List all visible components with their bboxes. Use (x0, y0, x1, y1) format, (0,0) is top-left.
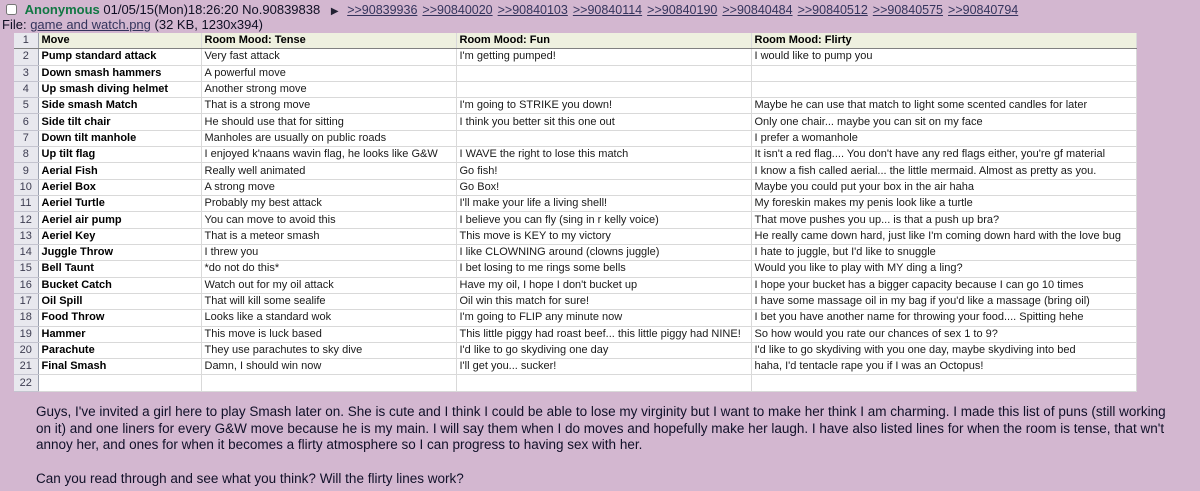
row-number: 12 (14, 212, 38, 228)
row-number: 19 (14, 326, 38, 342)
cell-tense: Probably my best attack (201, 196, 456, 212)
sheet-row (14, 98, 1136, 114)
cell-fun: I'd like to go skydiving one day (456, 342, 751, 358)
row-number: 8 (14, 147, 38, 163)
file-name-link[interactable]: game and watch.png (30, 17, 151, 32)
cell-move: Parachute (38, 342, 201, 358)
cell-flirty (751, 81, 1136, 97)
cell-fun (456, 65, 751, 81)
row-number: 1 (14, 33, 38, 49)
cell-move: Aeriel air pump (38, 212, 201, 228)
row-number: 22 (14, 375, 38, 392)
cell-flirty: That move pushes you up... is that a push up bra? (751, 212, 1136, 228)
cell-move: Aeriel Box (38, 179, 201, 195)
cell-flirty: I'd like to go skydiving with you one day, maybe skydiving into bed (751, 342, 1136, 358)
cell-tense: Really well animated (201, 163, 456, 179)
cell-move: Aeriel Key (38, 228, 201, 244)
row-number: 5 (14, 98, 38, 114)
cell-fun: This little piggy had roast beef... this little piggy had NINE! (456, 326, 751, 342)
row-number: 14 (14, 244, 38, 260)
cell-fun: I think you better sit this one out (456, 114, 751, 130)
cell-fun: Go Box! (456, 179, 751, 195)
sheet-row (14, 130, 1136, 146)
column-header: Room Mood: Tense (201, 33, 456, 49)
row-number: 15 (14, 261, 38, 277)
cell-flirty: My foreskin makes my penis look like a turtle (751, 196, 1136, 212)
cell-fun: I'll get you... sucker! (456, 359, 751, 375)
spreadsheet-body (14, 33, 1136, 392)
cell-flirty: It isn't a red flag.... You don't have any red flags either, you're gf material (751, 147, 1136, 163)
cell-flirty: Only one chair... maybe you can sit on my face (751, 114, 1136, 130)
cell-move: Final Smash (38, 359, 201, 375)
cell-move: Bucket Catch (38, 277, 201, 293)
cell-tense: Another strong move (201, 81, 456, 97)
sheet-row (14, 277, 1136, 293)
sheet-row (14, 359, 1136, 375)
cell-move: Juggle Throw (38, 244, 201, 260)
cell-tense: A strong move (201, 179, 456, 195)
cell-move: Oil Spill (38, 293, 201, 309)
cell-move: Pump standard attack (38, 49, 201, 65)
backlink[interactable]: >>90839936 (347, 3, 418, 17)
sheet-row (14, 326, 1136, 342)
backlink[interactable]: >>90840512 (797, 3, 868, 17)
file-label: File: (2, 17, 27, 32)
column-header: Room Mood: Fun (456, 33, 751, 49)
cell-tense: Manholes are usually on public roads (201, 130, 456, 146)
sheet-row (14, 196, 1136, 212)
sheet-row (14, 212, 1136, 228)
cell-fun: I'll make your life a living shell! (456, 196, 751, 212)
cell-flirty: I hope your bucket has a bigger capacity because I can go 10 times (751, 277, 1136, 293)
cell-fun: I'm going to FLIP any minute now (456, 310, 751, 326)
cell-tense: I enjoyed k'naans wavin flag, he looks like G&W (201, 147, 456, 163)
cell-fun: Go fish! (456, 163, 751, 179)
cell-move: Up smash diving helmet (38, 81, 201, 97)
cell-tense: He should use that for sitting (201, 114, 456, 130)
cell-move: Side smash Match (38, 98, 201, 114)
spreadsheet-image[interactable] (14, 33, 1136, 392)
row-number: 7 (14, 130, 38, 146)
cell-flirty: haha, I'd tentacle rape you if I was an Octopus! (751, 359, 1136, 375)
comment-paragraph-2: Can you read through and see what you think? Will the flirty lines work? (36, 470, 464, 486)
cell-tense: That is a meteor smash (201, 228, 456, 244)
row-number: 13 (14, 228, 38, 244)
cell-flirty (751, 375, 1136, 392)
row-number: 11 (14, 196, 38, 212)
backlink[interactable]: >>90840020 (422, 3, 493, 17)
row-number: 10 (14, 179, 38, 195)
cell-fun: I like CLOWNING around (clowns juggle) (456, 244, 751, 260)
cell-move: Food Throw (38, 310, 201, 326)
cell-tense: You can move to avoid this (201, 212, 456, 228)
cell-move: Down smash hammers (38, 65, 201, 81)
cell-fun: I believe you can fly (sing in r kelly voice) (456, 212, 751, 228)
cell-flirty: Would you like to play with MY ding a ling? (751, 261, 1136, 277)
cell-fun (456, 130, 751, 146)
poster-name: Anonymous (24, 2, 100, 17)
sheet-row (14, 114, 1136, 130)
backlink[interactable]: >>90840794 (948, 3, 1019, 17)
cell-move: Hammer (38, 326, 201, 342)
row-number: 16 (14, 277, 38, 293)
sheet-row (14, 310, 1136, 326)
sheet-row (14, 375, 1136, 392)
cell-fun: This move is KEY to my victory (456, 228, 751, 244)
sheet-row (14, 261, 1136, 277)
backlink[interactable]: >>90840484 (722, 3, 793, 17)
backlink[interactable]: >>90840190 (647, 3, 718, 17)
cell-tense: That is a strong move (201, 98, 456, 114)
sheet-row (14, 163, 1136, 179)
cell-tense: Watch out for my oil attack (201, 277, 456, 293)
cell-move: Up tilt flag (38, 147, 201, 163)
sheet-row (14, 293, 1136, 309)
cell-fun: Oil win this match for sure! (456, 293, 751, 309)
cell-move (38, 375, 201, 392)
backlink[interactable]: >>90840575 (872, 3, 944, 17)
cell-flirty: Maybe he can use that match to light some scented candles for later (751, 98, 1136, 114)
row-number: 9 (14, 163, 38, 179)
cell-move: Down tilt manhole (38, 130, 201, 146)
sheet-row (14, 228, 1136, 244)
backlinks (347, 2, 1023, 17)
cell-tense: A powerful move (201, 65, 456, 81)
comment-paragraph-1: Guys, I've invited a girl here to play Smash later on. She is cute and I think I could be able to lose my virginity but I want to make her think I am charming. I made this list of puns (still working on it) and one liners for every G&W move because he is my main. I will say them when I do moves and hopefully make her laugh. I have also listed lines for when the room is tense, that wn't annoy her, and ones for when it becomes a flirty atmosphere so I can progress to having sex with her. (36, 404, 1166, 452)
row-number: 6 (14, 114, 38, 130)
row-number: 20 (14, 342, 38, 358)
reply-arrow-icon: ▶ (330, 6, 339, 17)
cell-fun: I'm going to STRIKE you down! (456, 98, 751, 114)
column-header: Move (38, 33, 201, 49)
post-checkbox[interactable] (6, 4, 17, 15)
row-number: 18 (14, 310, 38, 326)
backlink[interactable]: >>90840114 (572, 3, 643, 17)
cell-move: Aerial Fish (38, 163, 201, 179)
cell-fun (456, 81, 751, 97)
sheet-row (14, 147, 1136, 163)
sheet-row (14, 244, 1136, 260)
cell-fun: Have my oil, I hope I don't bucket up (456, 277, 751, 293)
cell-flirty: Maybe you could put your box in the air haha (751, 179, 1136, 195)
spreadsheet-table (14, 33, 1137, 392)
cell-move: Aeriel Turtle (38, 196, 201, 212)
sheet-row (14, 179, 1136, 195)
cell-fun: I WAVE the right to lose this match (456, 147, 751, 163)
sheet-row (14, 49, 1136, 65)
cell-move: Bell Taunt (38, 261, 201, 277)
file-meta: (32 KB, 1230x394) (154, 17, 263, 32)
post-datetime: 01/05/15(Mon)18:26:20 (103, 2, 239, 17)
post-comment (36, 404, 1168, 487)
cell-tense (201, 375, 456, 392)
backlink[interactable]: >>90840103 (497, 3, 568, 17)
cell-tense: Very fast attack (201, 49, 456, 65)
sheet-row (14, 81, 1136, 97)
cell-tense: They use parachutes to sky dive (201, 342, 456, 358)
cell-tense: *do not do this* (201, 261, 456, 277)
post-number[interactable]: No.90839838 (242, 2, 321, 17)
cell-flirty: I hate to juggle, but I'd like to snuggle (751, 244, 1136, 260)
row-number: 17 (14, 293, 38, 309)
cell-tense: Damn, I should win now (201, 359, 456, 375)
cell-flirty: I bet you have another name for throwing your food.... Spitting hehe (751, 310, 1136, 326)
column-header: Room Mood: Flirty (751, 33, 1136, 49)
cell-flirty: I know a fish called aerial... the little mermaid. Almost as pretty as you. (751, 163, 1136, 179)
cell-tense: Looks like a standard wok (201, 310, 456, 326)
row-number: 2 (14, 49, 38, 65)
cell-tense: This move is luck based (201, 326, 456, 342)
row-number: 21 (14, 359, 38, 375)
cell-flirty: I would like to pump you (751, 49, 1136, 65)
cell-flirty: I have some massage oil in my bag if you'd like a massage (bring oil) (751, 293, 1136, 309)
cell-fun: I'm getting pumped! (456, 49, 751, 65)
sheet-header-row (14, 33, 1136, 49)
cell-flirty: So how would you rate our chances of sex 1 to 9? (751, 326, 1136, 342)
sheet-row (14, 65, 1136, 81)
cell-flirty: He really came down hard, just like I'm coming down hard with the love bug (751, 228, 1136, 244)
cell-move: Side tilt chair (38, 114, 201, 130)
cell-fun (456, 375, 751, 392)
cell-flirty (751, 65, 1136, 81)
cell-tense: That will kill some sealife (201, 293, 456, 309)
cell-tense: I threw you (201, 244, 456, 260)
sheet-row (14, 342, 1136, 358)
cell-fun: I bet losing to me rings some bells (456, 261, 751, 277)
file-info-line (2, 17, 263, 32)
row-number: 3 (14, 65, 38, 81)
row-number: 4 (14, 81, 38, 97)
cell-flirty: I prefer a womanhole (751, 130, 1136, 146)
